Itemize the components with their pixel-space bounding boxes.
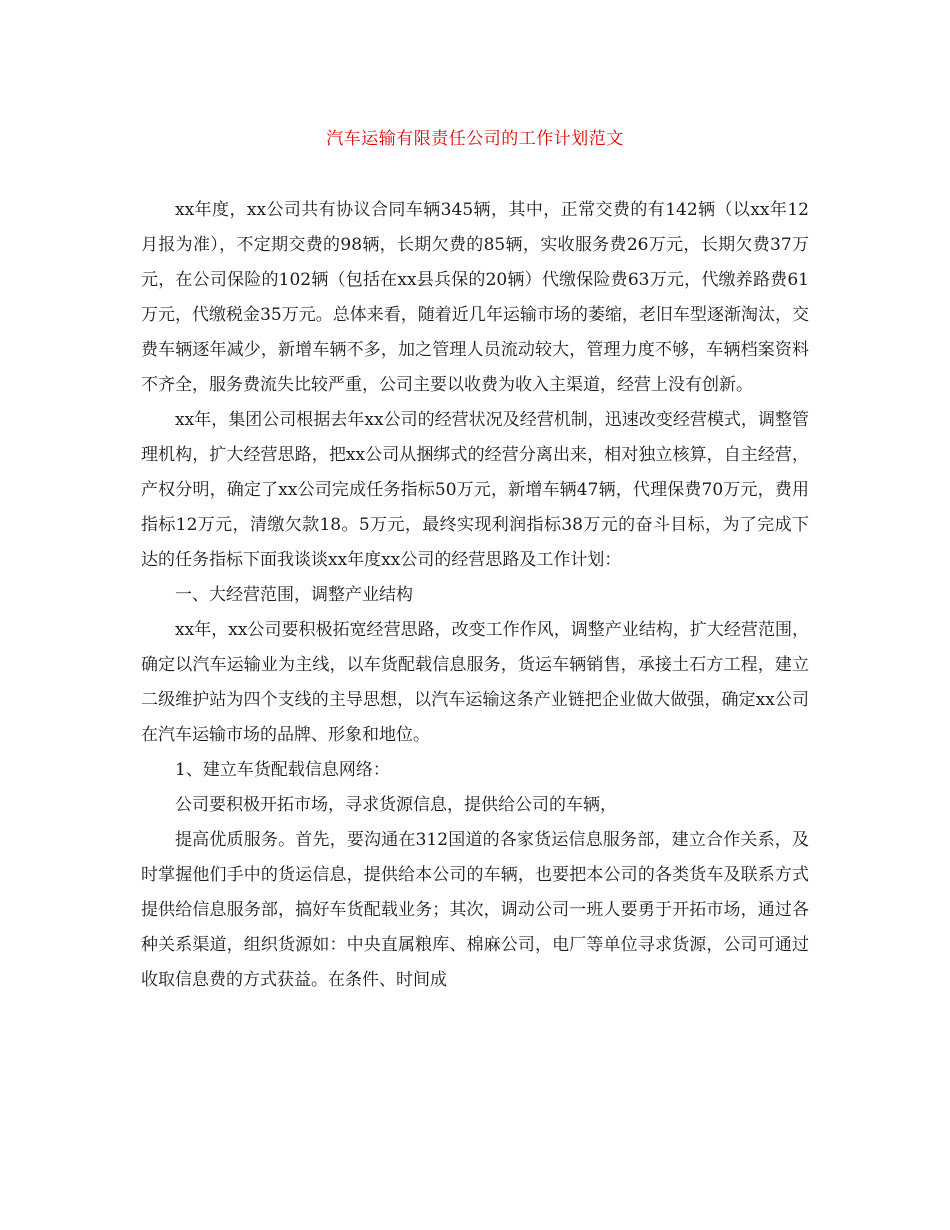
document-body: [141, 193, 809, 998]
document-title: 汽车运输有限责任公司的工作计划范文: [326, 129, 624, 149]
paragraph-overview: xx年度，xx公司共有协议合同车辆345辆，其中，正常交费的有142辆（以xx年12月报为准），不定期交费的98辆，长期欠费的85辆，实收服务费26万元，长期欠费37万元，在公司保险的102辆（包括在xx县兵保的20辆）代缴保险费63万元，代缴养路费61万元，代缴税金35万元。总体来看，随着近几年运输市场的萎缩，老旧车型逐渐淘汰，交费车辆逐年减少，新增车辆不多，加之管理人员流动较大，管理力度不够，车辆档案资料不齐全，服务费流失比较严重，公司主要以收费为收入主渠道，经营上没有创新。: [141, 200, 809, 395]
paragraph-market: 公司要积极开拓市场，寻求货源信息，提供给公司的车辆，: [175, 795, 617, 815]
paragraph-service: 提高优质服务。首先，要沟通在312国道的各家货运信息服务部，建立合作关系，及时掌握他们手中的货运信息，提供给本公司的车辆，也要把本公司的各类货车及联系方式提供给信息服务部，搞好车货配载业务；其次，调动公司一班人要勇于开拓市场，通过各种关系渠道，组织货源如：中央直属粮库、棉麻公司，电厂等单位寻求货源，公司可通过收取信息费的方式获益。在条件、时间成: [141, 830, 809, 990]
section-heading-1: 一、大经营范围，调整产业结构: [175, 585, 413, 605]
paragraph-targets: xx年，集团公司根据去年xx公司的经营状况及经营机制，迅速改变经营模式，调整管理机构，扩大经营思路，把xx公司从捆绑式的经营分离出来，相对独立核算，自主经营，产权分明，确定了xx公司完成任务指标50万元，新增车辆47辆，代理保费70万元，费用指标12万元，清缴欠款18。5万元，最终实现利润指标38万元的奋斗目标，为了完成下达的任务指标下面我谈谈xx年度xx公司的经营思路及工作计划：: [141, 410, 809, 570]
paragraph-business-scope: xx年，xx公司要积极拓宽经营思路，改变工作作风，调整产业结构，扩大经营范围，确定以汽车运输业为主线，以车货配载信息服务，货运车辆销售，承接土石方工程，建立二级维护站为四个支线的主导思想，以汽车运输这条产业链把企业做大做强，确定xx公司在汽车运输市场的品牌、形象和地位。: [141, 620, 809, 745]
subsection-heading-1: 1、建立车货配载信息网络：: [175, 760, 390, 780]
